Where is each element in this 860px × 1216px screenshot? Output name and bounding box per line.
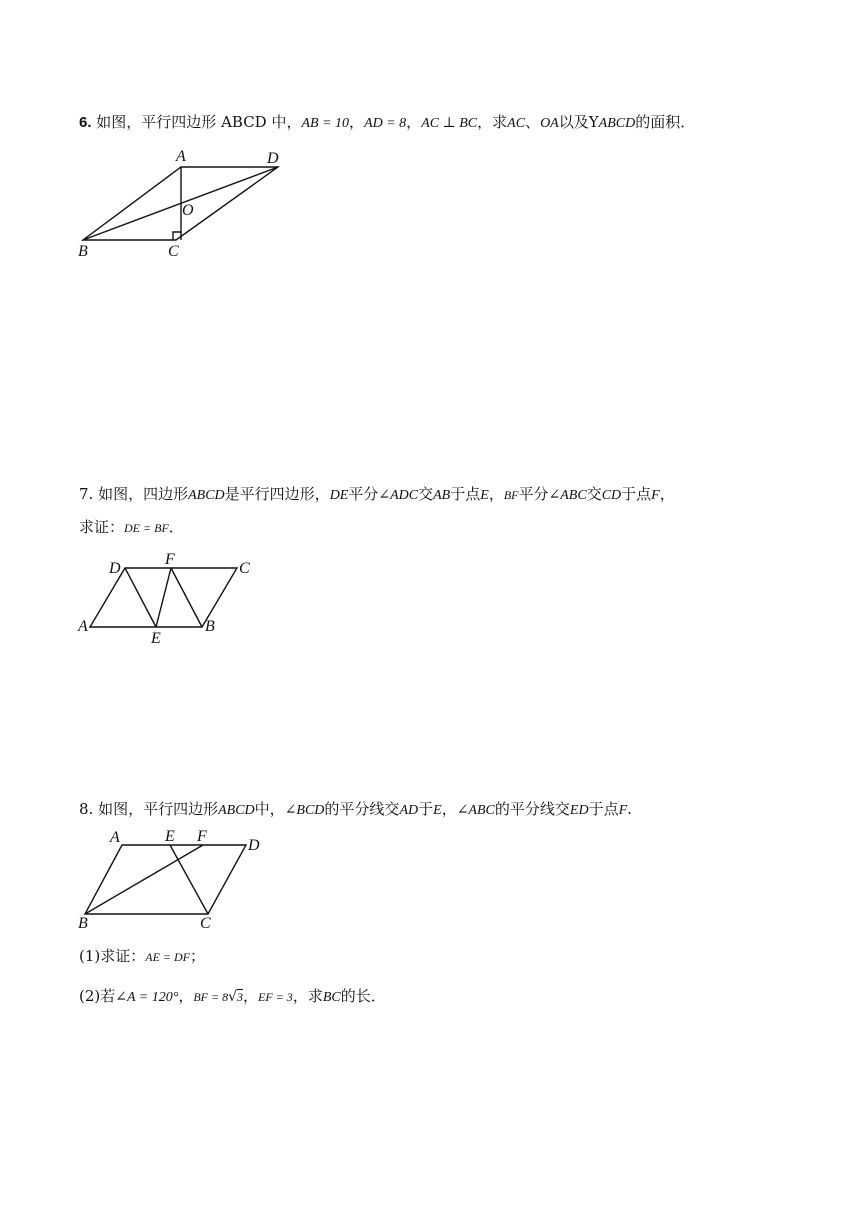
q6-label-d: D (267, 150, 279, 167)
q8-label-d: D (248, 837, 260, 854)
q6-label-o: O (182, 202, 194, 219)
q7-label-c: C (239, 560, 250, 577)
q6-figure (70, 145, 300, 265)
q8-parallelogram (85, 845, 246, 914)
q6-label-b: B (78, 243, 88, 260)
q6-label-c: C (168, 243, 179, 260)
q8-label-b: B (78, 915, 88, 932)
q7-label-d: D (109, 560, 121, 577)
q7-figure (72, 550, 262, 650)
q8-part2: (2)若∠A = 120°，BF = 8√3，EF = 3，求BC的长． (79, 987, 386, 1005)
q7-segment-de (125, 568, 156, 627)
q8-number: 8. (79, 800, 94, 818)
q8-label-c: C (200, 915, 211, 932)
q7-number: 7. (79, 485, 94, 503)
q6-text: 6. 如图，平行四边形 ABCD 中，AB = 10，AD = 8，AC ⊥ BC，求AC、OA以及YABCD的面积． (79, 113, 696, 131)
q8-figure (72, 826, 272, 936)
q7-segment-fb (171, 568, 202, 627)
q7-segment-ef (156, 568, 171, 627)
q7-line2: 求证：DE = BF． (79, 518, 184, 536)
q7-label-f: F (165, 551, 175, 568)
q8-label-a: A (110, 829, 120, 846)
q7-text: 7. 如图，四边形ABCD是平行四边形，DE平分∠ADC交AB于点E，BF平分∠ABC交CD于点F， (79, 485, 675, 503)
q6-number: 6. (79, 114, 92, 131)
q7-label-a: A (78, 618, 88, 635)
q8-text: 8. 如图，平行四边形ABCD中，∠BCD的平分线交AD于E，∠ABC的平分线交ED于点F. (79, 800, 632, 818)
q6-label-a: A (176, 148, 186, 165)
q8-part1: (1)求证：AE = DF； (79, 947, 206, 965)
q7-label-e: E (151, 630, 161, 647)
q8-segment-bf (85, 845, 203, 914)
q8-segment-ce (170, 845, 208, 914)
q8-label-e: E (165, 828, 175, 845)
q8-label-f: F (197, 828, 207, 845)
q7-label-b: B (205, 618, 215, 635)
